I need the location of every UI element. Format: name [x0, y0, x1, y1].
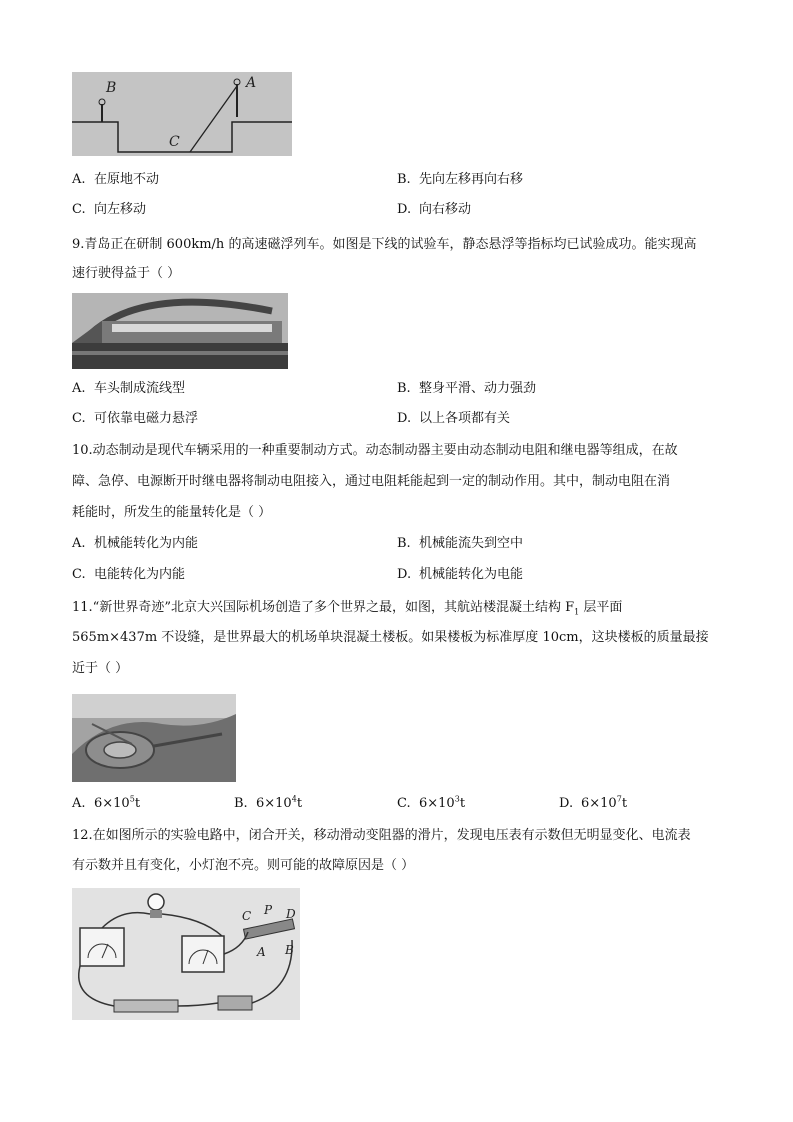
option-label: C.: [72, 202, 86, 217]
option-text: 电能转化为内能: [94, 567, 186, 582]
option-text: 向右移动: [419, 202, 472, 217]
q12-stem-line-2: 有示数并且有变化，小灯泡不亮。则可能的故障原因是（ ）: [72, 858, 415, 873]
option-text: 机械能转化为内能: [94, 536, 199, 551]
figure-q8: [72, 72, 292, 156]
figure-q12-label-d: D: [286, 907, 296, 921]
q8-option-a[interactable]: [72, 170, 159, 190]
option-base: 6×10: [256, 796, 292, 811]
q11-option-c[interactable]: [397, 794, 465, 814]
q11-stem-line-3: 近于（ ）: [72, 661, 129, 676]
q8-option-b[interactable]: [397, 170, 523, 190]
q10-stem-line-2: 障、急停、电源断开时继电器将制动电阻接入，通过电阻耗能起到一定的制动作用。其中，制动电阻在消: [72, 474, 671, 489]
q11-line1-sub: 1: [574, 607, 580, 617]
q10-option-b[interactable]: [397, 534, 523, 554]
option-base: 6×10: [419, 796, 455, 811]
option-text: 可依靠电磁力悬浮: [94, 411, 199, 426]
option-exponent: 4: [291, 794, 297, 804]
option-unit: t: [621, 796, 628, 811]
q11-line1-post: 层平面: [579, 600, 623, 615]
option-text: 机械能流失到空中: [419, 536, 524, 551]
option-unit: t: [459, 796, 466, 811]
option-label: C.: [72, 411, 86, 426]
q9-option-b[interactable]: [397, 379, 536, 399]
figure-q11-airport: [72, 694, 236, 782]
q11-line1-pre: 11.“新世界奇迹”北京大兴国际机场创造了多个世界之最，如图，其航站楼混凝土结构 F: [72, 600, 575, 615]
option-label: D.: [559, 796, 574, 811]
q12-stem-line-1: 12.在如图所示的实验电路中，闭合开关，移动滑动变阻器的滑片，发现电压表有示数但无明显变化、电流表: [72, 828, 691, 843]
option-exponent: 5: [129, 794, 135, 804]
figure-q9-drawing: [72, 293, 288, 369]
option-label: C.: [397, 796, 411, 811]
option-label: A.: [72, 536, 86, 551]
q9-option-c[interactable]: [72, 409, 198, 429]
option-label: B.: [234, 796, 248, 811]
q9-option-d[interactable]: [397, 409, 510, 429]
figure-q12-label-p: P: [264, 903, 273, 917]
q9-stem-line-1: 9.青岛正在研制 600km/h 的高速磁浮列车。如图是下线的试验车，静态悬浮等指标均已试验成功。能实现高: [72, 237, 697, 252]
q11-option-d[interactable]: [559, 794, 627, 814]
q10-option-c[interactable]: [72, 565, 185, 585]
option-label: B.: [397, 381, 411, 396]
figure-q12-label-c: C: [242, 909, 252, 923]
option-label: B.: [397, 536, 411, 551]
q8-option-c[interactable]: [72, 200, 146, 220]
q10-stem-line-1: 10.动态制动是现代车辆采用的一种重要制动方式。动态制动器主要由动态制动电阻和继电器等组成，在故: [72, 443, 678, 458]
q9-stem-line-2: 速行驶得益于（ ）: [72, 266, 181, 281]
figure-q8-label-c: C: [169, 134, 180, 150]
option-label: B.: [397, 172, 411, 187]
option-label: A.: [72, 381, 86, 396]
figure-q9-maglev-train: [72, 293, 288, 369]
option-text: 整身平滑、动力强劲: [419, 381, 537, 396]
option-label: A.: [72, 172, 86, 187]
q10-option-d[interactable]: [397, 565, 523, 585]
option-exponent: 3: [454, 794, 460, 804]
q9-option-a[interactable]: [72, 379, 185, 399]
figure-q12-label-b: B: [285, 943, 294, 957]
figure-q11-drawing: [72, 694, 236, 782]
option-base: 6×10: [581, 796, 617, 811]
option-label: D.: [397, 567, 412, 582]
figure-q8-drawing: [72, 72, 292, 156]
q10-stem-line-3: 耗能时，所发生的能量转化是（ ）: [72, 505, 272, 520]
option-label: A.: [72, 796, 86, 811]
option-unit: t: [134, 796, 141, 811]
figure-q12-circuit: [72, 888, 300, 1020]
option-label: D.: [397, 202, 412, 217]
q10-option-a[interactable]: [72, 534, 198, 554]
option-base: 6×10: [94, 796, 130, 811]
q11-stem-line-1: [72, 598, 622, 618]
option-exponent: 7: [616, 794, 622, 804]
figure-q12-label-a: A: [257, 945, 266, 959]
figure-q12-drawing: [72, 888, 300, 1020]
option-label: D.: [397, 411, 412, 426]
option-text: 车头制成流线型: [94, 381, 186, 396]
option-text: 先向左移再向右移: [419, 172, 524, 187]
figure-q8-label-a: A: [246, 75, 257, 91]
figure-q8-label-b: B: [106, 80, 117, 96]
option-text: 以上各项都有关: [419, 411, 511, 426]
q8-option-d[interactable]: [397, 200, 471, 220]
q11-stem-line-2: 565m×437m 不设缝，是世界最大的机场单块混凝土楼板。如果楼板为标准厚度 10cm，这块楼板的质量最接: [72, 630, 709, 645]
q11-option-a[interactable]: [72, 794, 140, 814]
option-text: 在原地不动: [94, 172, 160, 187]
q11-option-b[interactable]: [234, 794, 302, 814]
option-label: C.: [72, 567, 86, 582]
option-text: 向左移动: [94, 202, 147, 217]
option-text: 机械能转化为电能: [419, 567, 524, 582]
option-unit: t: [296, 796, 303, 811]
